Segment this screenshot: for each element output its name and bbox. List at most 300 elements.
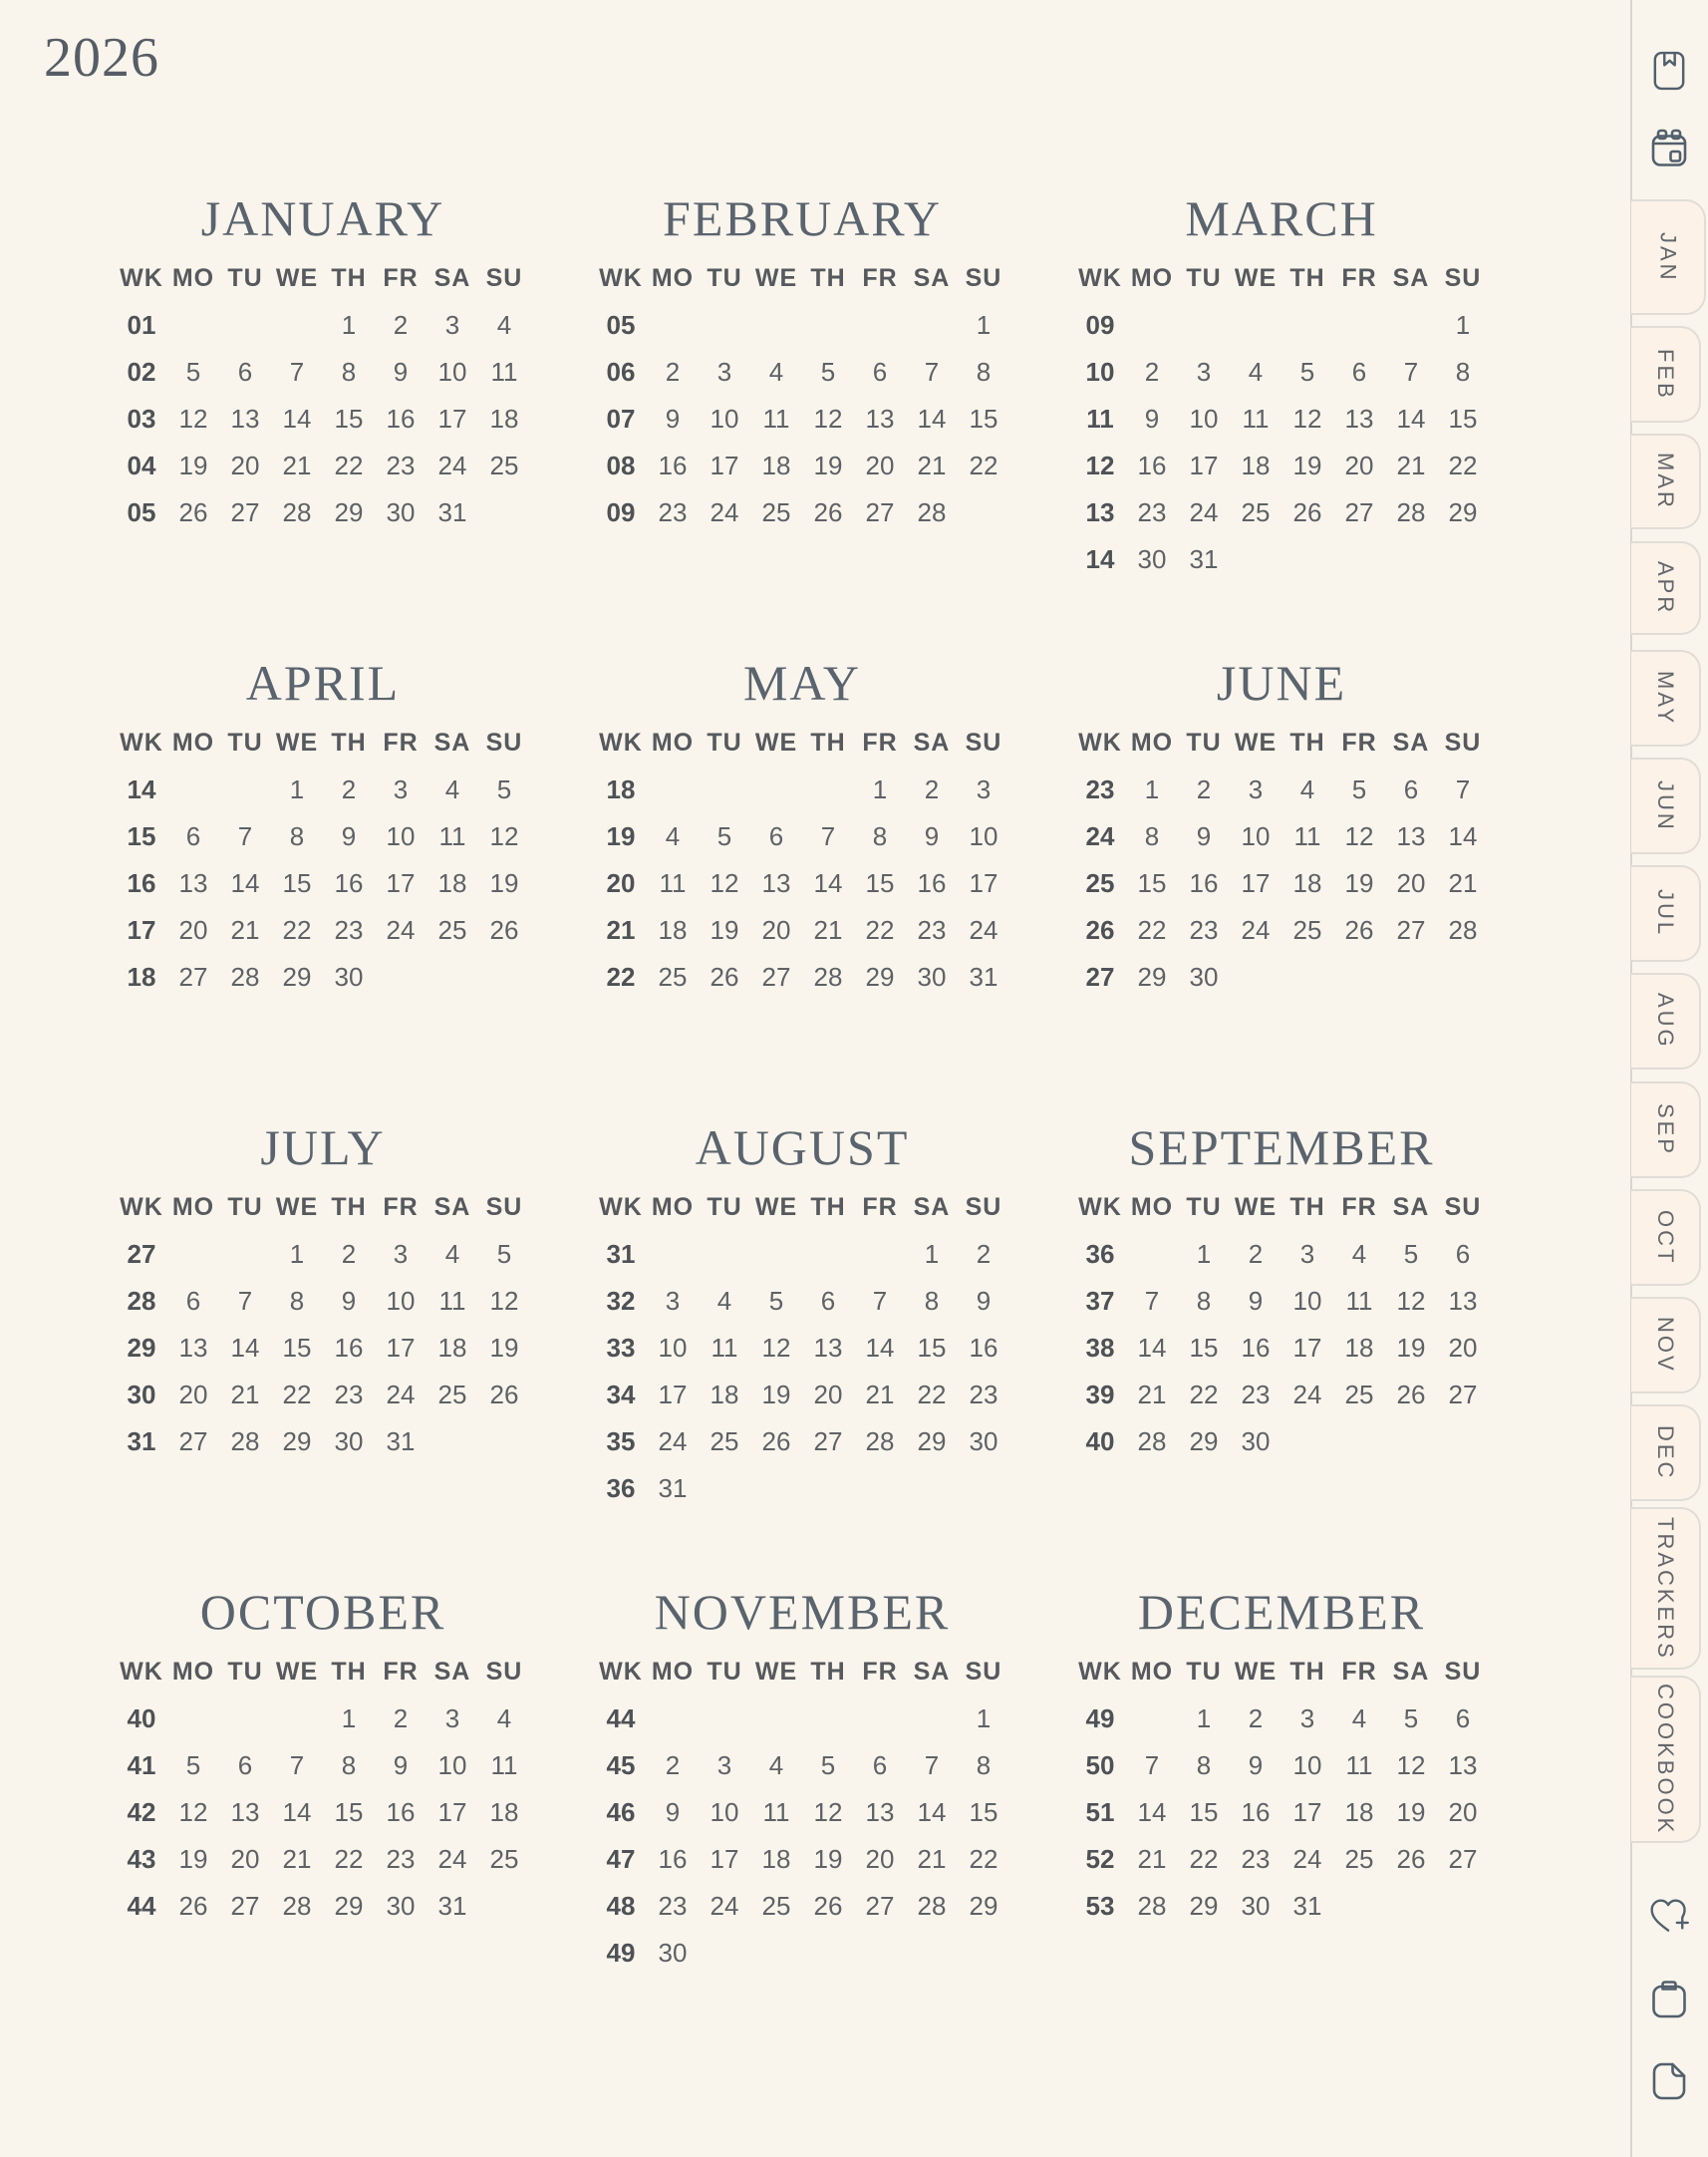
day-cell[interactable]: 27 bbox=[761, 962, 791, 992]
day-cell[interactable]: 6 bbox=[1403, 774, 1419, 804]
day-cell[interactable]: 25 bbox=[761, 1891, 791, 1921]
day-cell[interactable]: 28 bbox=[865, 1426, 895, 1456]
day-cell[interactable]: 16 bbox=[386, 1797, 416, 1827]
day-cell[interactable]: 5 bbox=[716, 821, 732, 851]
clipboard-icon[interactable] bbox=[1648, 1977, 1690, 2022]
day-cell[interactable]: 20 bbox=[178, 1380, 208, 1409]
day-cell[interactable]: 3 bbox=[665, 1286, 681, 1316]
day-cell[interactable]: 5 bbox=[1351, 774, 1367, 804]
day-cell[interactable]: 3 bbox=[976, 774, 992, 804]
day-cell[interactable]: 14 bbox=[917, 1797, 947, 1827]
day-cell[interactable]: 1 bbox=[341, 310, 357, 340]
day-cell[interactable]: 5 bbox=[185, 1750, 201, 1780]
day-cell[interactable]: 13 bbox=[230, 1797, 260, 1827]
day-cell[interactable]: 27 bbox=[178, 962, 208, 992]
day-cell[interactable]: 30 bbox=[334, 1426, 364, 1456]
day-cell[interactable]: 8 bbox=[341, 357, 357, 387]
day-cell[interactable]: 24 bbox=[386, 915, 416, 945]
day-cell[interactable]: 27 bbox=[178, 1426, 208, 1456]
sidebar-tab-feb[interactable] bbox=[1631, 326, 1701, 423]
day-cell[interactable]: 2 bbox=[1248, 1239, 1264, 1269]
day-cell[interactable]: 28 bbox=[230, 1426, 260, 1456]
day-cell[interactable]: 10 bbox=[386, 821, 416, 851]
day-cell[interactable]: 13 bbox=[1448, 1750, 1478, 1780]
day-cell[interactable]: 4 bbox=[665, 821, 681, 851]
day-cell[interactable]: 15 bbox=[1137, 868, 1167, 898]
day-cell[interactable]: 11 bbox=[762, 1797, 790, 1827]
day-cell[interactable]: 22 bbox=[969, 451, 998, 480]
day-cell[interactable]: 25 bbox=[1241, 497, 1271, 527]
day-cell[interactable]: 11 bbox=[438, 821, 466, 851]
day-cell[interactable]: 29 bbox=[1137, 962, 1167, 992]
day-cell[interactable]: 6 bbox=[237, 357, 253, 387]
day-cell[interactable]: 22 bbox=[1448, 451, 1478, 480]
day-cell[interactable]: 11 bbox=[711, 1333, 738, 1363]
day-cell[interactable]: 3 bbox=[444, 1703, 460, 1733]
day-cell[interactable]: 6 bbox=[185, 1286, 201, 1316]
day-cell[interactable]: 6 bbox=[872, 357, 888, 387]
day-cell[interactable]: 16 bbox=[1241, 1333, 1271, 1363]
day-cell[interactable]: 13 bbox=[178, 868, 208, 898]
day-cell[interactable]: 19 bbox=[813, 451, 843, 480]
day-cell[interactable]: 26 bbox=[813, 497, 843, 527]
day-cell[interactable]: 8 bbox=[289, 1286, 305, 1316]
day-cell[interactable]: 25 bbox=[489, 1844, 519, 1874]
day-cell[interactable]: 27 bbox=[230, 1891, 260, 1921]
day-cell[interactable]: 25 bbox=[1292, 915, 1322, 945]
day-cell[interactable]: 14 bbox=[1137, 1333, 1167, 1363]
day-cell[interactable]: 21 bbox=[813, 915, 843, 945]
day-cell[interactable]: 30 bbox=[386, 497, 416, 527]
day-cell[interactable]: 2 bbox=[976, 1239, 992, 1269]
day-cell[interactable]: 20 bbox=[865, 1844, 895, 1874]
day-cell[interactable]: 29 bbox=[969, 1891, 998, 1921]
day-cell[interactable]: 19 bbox=[1292, 451, 1322, 480]
day-cell[interactable]: 10 bbox=[969, 821, 998, 851]
day-cell[interactable]: 19 bbox=[178, 1844, 208, 1874]
day-cell[interactable]: 4 bbox=[1299, 774, 1315, 804]
day-cell[interactable]: 12 bbox=[813, 404, 843, 434]
day-cell[interactable]: 4 bbox=[716, 1286, 732, 1316]
month-title[interactable]: APRIL bbox=[245, 655, 401, 711]
day-cell[interactable]: 23 bbox=[334, 1380, 364, 1409]
day-cell[interactable]: 21 bbox=[917, 451, 947, 480]
day-cell[interactable]: 2 bbox=[1144, 357, 1160, 387]
day-cell[interactable]: 9 bbox=[1248, 1750, 1264, 1780]
day-cell[interactable]: 8 bbox=[341, 1750, 357, 1780]
day-cell[interactable]: 19 bbox=[489, 868, 519, 898]
day-cell[interactable]: 20 bbox=[178, 915, 208, 945]
day-cell[interactable]: 7 bbox=[924, 357, 940, 387]
day-cell[interactable]: 22 bbox=[1189, 1844, 1219, 1874]
day-cell[interactable]: 28 bbox=[1448, 915, 1478, 945]
day-cell[interactable]: 29 bbox=[1189, 1426, 1219, 1456]
day-cell[interactable]: 27 bbox=[1448, 1844, 1478, 1874]
day-cell[interactable]: 9 bbox=[393, 1750, 409, 1780]
day-cell[interactable]: 28 bbox=[1137, 1891, 1167, 1921]
day-cell[interactable]: 18 bbox=[1344, 1333, 1374, 1363]
day-cell[interactable]: 15 bbox=[1189, 1797, 1219, 1827]
day-cell[interactable]: 5 bbox=[496, 1239, 512, 1269]
day-cell[interactable]: 25 bbox=[1344, 1844, 1374, 1874]
day-cell[interactable]: 15 bbox=[969, 404, 998, 434]
day-cell[interactable]: 9 bbox=[341, 1286, 357, 1316]
day-cell[interactable]: 13 bbox=[865, 1797, 895, 1827]
day-cell[interactable]: 31 bbox=[1189, 544, 1219, 574]
day-cell[interactable]: 12 bbox=[178, 1797, 208, 1827]
day-cell[interactable]: 9 bbox=[665, 404, 681, 434]
month-title[interactable]: JANUARY bbox=[200, 190, 445, 246]
day-cell[interactable]: 10 bbox=[1189, 404, 1219, 434]
day-cell[interactable]: 18 bbox=[658, 915, 688, 945]
day-cell[interactable]: 15 bbox=[917, 1333, 947, 1363]
day-cell[interactable]: 14 bbox=[1396, 404, 1426, 434]
day-cell[interactable]: 15 bbox=[969, 1797, 998, 1827]
day-cell[interactable]: 29 bbox=[282, 1426, 312, 1456]
day-cell[interactable]: 26 bbox=[1396, 1380, 1426, 1409]
day-cell[interactable]: 15 bbox=[282, 1333, 312, 1363]
sidebar-tab-aug[interactable] bbox=[1631, 973, 1701, 1070]
day-cell[interactable]: 17 bbox=[386, 868, 416, 898]
day-cell[interactable]: 10 bbox=[710, 1797, 739, 1827]
day-cell[interactable]: 10 bbox=[437, 357, 467, 387]
heart-plus-icon[interactable] bbox=[1648, 1894, 1690, 1940]
day-cell[interactable]: 22 bbox=[282, 1380, 312, 1409]
day-cell[interactable]: 11 bbox=[438, 1286, 466, 1316]
day-cell[interactable]: 28 bbox=[1137, 1426, 1167, 1456]
day-cell[interactable]: 13 bbox=[761, 868, 791, 898]
month-title[interactable]: OCTOBER bbox=[199, 1584, 446, 1640]
day-cell[interactable]: 11 bbox=[1293, 821, 1321, 851]
day-cell[interactable]: 1 bbox=[1196, 1703, 1212, 1733]
day-cell[interactable]: 21 bbox=[865, 1380, 895, 1409]
day-cell[interactable]: 21 bbox=[917, 1844, 947, 1874]
day-cell[interactable]: 27 bbox=[865, 1891, 895, 1921]
day-cell[interactable]: 2 bbox=[1248, 1703, 1264, 1733]
day-cell[interactable]: 10 bbox=[710, 404, 739, 434]
bookmarked-book-icon[interactable] bbox=[1648, 48, 1690, 94]
day-cell[interactable]: 9 bbox=[341, 821, 357, 851]
day-cell[interactable]: 6 bbox=[872, 1750, 888, 1780]
day-cell[interactable]: 12 bbox=[761, 1333, 791, 1363]
day-cell[interactable]: 5 bbox=[1403, 1239, 1419, 1269]
day-cell[interactable]: 17 bbox=[1241, 868, 1271, 898]
day-cell[interactable]: 26 bbox=[1396, 1844, 1426, 1874]
day-cell[interactable]: 29 bbox=[917, 1426, 947, 1456]
day-cell[interactable]: 26 bbox=[761, 1426, 791, 1456]
day-cell[interactable]: 21 bbox=[1448, 868, 1478, 898]
day-cell[interactable]: 2 bbox=[665, 357, 681, 387]
day-cell[interactable]: 17 bbox=[437, 1797, 467, 1827]
day-cell[interactable]: 3 bbox=[1299, 1703, 1315, 1733]
day-cell[interactable]: 16 bbox=[1241, 1797, 1271, 1827]
month-title[interactable]: DECEMBER bbox=[1137, 1584, 1426, 1640]
day-cell[interactable]: 22 bbox=[969, 1844, 998, 1874]
day-cell[interactable]: 9 bbox=[1248, 1286, 1264, 1316]
day-cell[interactable]: 25 bbox=[437, 1380, 467, 1409]
day-cell[interactable]: 3 bbox=[393, 1239, 409, 1269]
day-cell[interactable]: 1 bbox=[976, 310, 992, 340]
day-cell[interactable]: 9 bbox=[665, 1797, 681, 1827]
day-cell[interactable]: 13 bbox=[1448, 1286, 1478, 1316]
day-cell[interactable]: 19 bbox=[489, 1333, 519, 1363]
day-cell[interactable]: 14 bbox=[230, 1333, 260, 1363]
day-cell[interactable]: 25 bbox=[761, 497, 791, 527]
day-cell[interactable]: 27 bbox=[1344, 497, 1374, 527]
day-cell[interactable]: 26 bbox=[813, 1891, 843, 1921]
day-cell[interactable]: 1 bbox=[1144, 774, 1160, 804]
sidebar-tab-nov[interactable] bbox=[1631, 1297, 1701, 1393]
day-cell[interactable]: 14 bbox=[282, 404, 312, 434]
day-cell[interactable]: 19 bbox=[178, 451, 208, 480]
day-cell[interactable]: 28 bbox=[813, 962, 843, 992]
day-cell[interactable]: 22 bbox=[917, 1380, 947, 1409]
day-cell[interactable]: 28 bbox=[282, 1891, 312, 1921]
month-title[interactable]: MAY bbox=[742, 655, 862, 711]
day-cell[interactable]: 8 bbox=[1196, 1286, 1212, 1316]
page-icon[interactable] bbox=[1648, 2058, 1690, 2104]
day-cell[interactable]: 21 bbox=[1137, 1844, 1167, 1874]
day-cell[interactable]: 17 bbox=[437, 404, 467, 434]
day-cell[interactable]: 13 bbox=[178, 1333, 208, 1363]
day-cell[interactable]: 18 bbox=[761, 1844, 791, 1874]
day-cell[interactable]: 12 bbox=[489, 1286, 519, 1316]
day-cell[interactable]: 18 bbox=[489, 1797, 519, 1827]
day-cell[interactable]: 11 bbox=[762, 404, 790, 434]
day-cell[interactable]: 1 bbox=[1196, 1239, 1212, 1269]
day-cell[interactable]: 4 bbox=[768, 1750, 784, 1780]
day-cell[interactable]: 13 bbox=[1396, 821, 1426, 851]
day-cell[interactable]: 4 bbox=[1248, 357, 1264, 387]
day-cell[interactable]: 5 bbox=[820, 357, 836, 387]
day-cell[interactable]: 15 bbox=[334, 1797, 364, 1827]
day-cell[interactable]: 2 bbox=[341, 774, 357, 804]
day-cell[interactable]: 26 bbox=[178, 497, 208, 527]
day-cell[interactable]: 27 bbox=[230, 497, 260, 527]
day-cell[interactable]: 21 bbox=[282, 1844, 312, 1874]
day-cell[interactable]: 12 bbox=[1396, 1286, 1426, 1316]
day-cell[interactable]: 6 bbox=[768, 821, 784, 851]
day-cell[interactable]: 3 bbox=[393, 774, 409, 804]
sidebar-tab-apr[interactable] bbox=[1631, 541, 1701, 635]
day-cell[interactable]: 11 bbox=[1242, 404, 1270, 434]
sidebar-tab-sep[interactable] bbox=[1631, 1081, 1701, 1178]
day-cell[interactable]: 2 bbox=[393, 310, 409, 340]
day-cell[interactable]: 7 bbox=[924, 1750, 940, 1780]
day-cell[interactable]: 2 bbox=[665, 1750, 681, 1780]
day-cell[interactable]: 9 bbox=[924, 821, 940, 851]
day-cell[interactable]: 16 bbox=[917, 868, 947, 898]
day-cell[interactable]: 17 bbox=[1292, 1797, 1322, 1827]
day-cell[interactable]: 2 bbox=[924, 774, 940, 804]
day-cell[interactable]: 9 bbox=[976, 1286, 992, 1316]
day-cell[interactable]: 15 bbox=[282, 868, 312, 898]
day-cell[interactable]: 14 bbox=[282, 1797, 312, 1827]
day-cell[interactable]: 16 bbox=[658, 451, 688, 480]
day-cell[interactable]: 10 bbox=[437, 1750, 467, 1780]
day-cell[interactable]: 21 bbox=[1396, 451, 1426, 480]
day-cell[interactable]: 16 bbox=[1189, 868, 1219, 898]
day-cell[interactable]: 30 bbox=[1189, 962, 1219, 992]
day-cell[interactable]: 18 bbox=[1292, 868, 1322, 898]
day-cell[interactable]: 30 bbox=[386, 1891, 416, 1921]
day-cell[interactable]: 24 bbox=[1241, 915, 1271, 945]
day-cell[interactable]: 6 bbox=[820, 1286, 836, 1316]
day-cell[interactable]: 12 bbox=[1344, 821, 1374, 851]
month-title[interactable]: AUGUST bbox=[695, 1119, 910, 1175]
day-cell[interactable]: 23 bbox=[658, 1891, 688, 1921]
day-cell[interactable]: 16 bbox=[658, 1844, 688, 1874]
day-cell[interactable]: 14 bbox=[1448, 821, 1478, 851]
day-cell[interactable]: 17 bbox=[1292, 1333, 1322, 1363]
day-cell[interactable]: 31 bbox=[437, 1891, 467, 1921]
day-cell[interactable]: 7 bbox=[289, 1750, 305, 1780]
day-cell[interactable]: 25 bbox=[658, 962, 688, 992]
day-cell[interactable]: 28 bbox=[230, 962, 260, 992]
day-cell[interactable]: 19 bbox=[813, 1844, 843, 1874]
day-cell[interactable]: 10 bbox=[386, 1286, 416, 1316]
day-cell[interactable]: 4 bbox=[768, 357, 784, 387]
day-cell[interactable]: 12 bbox=[1396, 1750, 1426, 1780]
day-cell[interactable]: 29 bbox=[1189, 1891, 1219, 1921]
day-cell[interactable]: 29 bbox=[334, 497, 364, 527]
day-cell[interactable]: 3 bbox=[1248, 774, 1264, 804]
day-cell[interactable]: 30 bbox=[1241, 1891, 1271, 1921]
month-title[interactable]: JULY bbox=[260, 1119, 386, 1175]
day-cell[interactable]: 17 bbox=[710, 451, 739, 480]
day-cell[interactable]: 14 bbox=[917, 404, 947, 434]
day-cell[interactable]: 26 bbox=[1344, 915, 1374, 945]
day-cell[interactable]: 12 bbox=[489, 821, 519, 851]
day-cell[interactable]: 5 bbox=[1403, 1703, 1419, 1733]
day-cell[interactable]: 1 bbox=[976, 1703, 992, 1733]
day-cell[interactable]: 13 bbox=[230, 404, 260, 434]
day-cell[interactable]: 11 bbox=[490, 1750, 518, 1780]
sidebar-tab-cookbook[interactable] bbox=[1631, 1676, 1701, 1843]
day-cell[interactable]: 2 bbox=[393, 1703, 409, 1733]
day-cell[interactable]: 1 bbox=[924, 1239, 940, 1269]
day-cell[interactable]: 24 bbox=[1292, 1380, 1322, 1409]
day-cell[interactable]: 17 bbox=[710, 1844, 739, 1874]
day-cell[interactable]: 26 bbox=[710, 962, 739, 992]
day-cell[interactable]: 14 bbox=[865, 1333, 895, 1363]
day-cell[interactable]: 18 bbox=[1241, 451, 1271, 480]
day-cell[interactable]: 9 bbox=[1144, 404, 1160, 434]
day-cell[interactable]: 20 bbox=[865, 451, 895, 480]
day-cell[interactable]: 7 bbox=[872, 1286, 888, 1316]
day-cell[interactable]: 20 bbox=[1448, 1333, 1478, 1363]
day-cell[interactable]: 23 bbox=[1241, 1844, 1271, 1874]
sidebar-tab-jan[interactable] bbox=[1631, 199, 1706, 315]
day-cell[interactable]: 13 bbox=[1344, 404, 1374, 434]
day-cell[interactable]: 23 bbox=[334, 915, 364, 945]
day-cell[interactable]: 1 bbox=[1455, 310, 1471, 340]
day-cell[interactable]: 30 bbox=[917, 962, 947, 992]
day-cell[interactable]: 3 bbox=[1196, 357, 1212, 387]
day-cell[interactable]: 3 bbox=[1299, 1239, 1315, 1269]
day-cell[interactable]: 23 bbox=[969, 1380, 998, 1409]
day-cell[interactable]: 16 bbox=[334, 868, 364, 898]
sidebar-tab-may[interactable] bbox=[1631, 650, 1701, 747]
day-cell[interactable]: 12 bbox=[1292, 404, 1322, 434]
day-cell[interactable]: 10 bbox=[1292, 1750, 1322, 1780]
day-cell[interactable]: 10 bbox=[1241, 821, 1271, 851]
day-cell[interactable]: 7 bbox=[1144, 1286, 1160, 1316]
day-cell[interactable]: 19 bbox=[1396, 1333, 1426, 1363]
month-title[interactable]: JUNE bbox=[1216, 655, 1347, 711]
month-title[interactable]: SEPTEMBER bbox=[1128, 1119, 1435, 1175]
day-cell[interactable]: 17 bbox=[969, 868, 998, 898]
day-cell[interactable]: 9 bbox=[1196, 821, 1212, 851]
day-cell[interactable]: 21 bbox=[1137, 1380, 1167, 1409]
day-cell[interactable]: 7 bbox=[289, 357, 305, 387]
day-cell[interactable]: 11 bbox=[1345, 1286, 1373, 1316]
day-cell[interactable]: 15 bbox=[1189, 1333, 1219, 1363]
day-cell[interactable]: 20 bbox=[1448, 1797, 1478, 1827]
day-cell[interactable]: 1 bbox=[289, 1239, 305, 1269]
day-cell[interactable]: 28 bbox=[917, 497, 947, 527]
day-cell[interactable]: 24 bbox=[658, 1426, 688, 1456]
day-cell[interactable]: 28 bbox=[917, 1891, 947, 1921]
day-cell[interactable]: 25 bbox=[489, 451, 519, 480]
day-cell[interactable]: 8 bbox=[1196, 1750, 1212, 1780]
day-cell[interactable]: 22 bbox=[865, 915, 895, 945]
day-cell[interactable]: 23 bbox=[1241, 1380, 1271, 1409]
day-cell[interactable]: 10 bbox=[658, 1333, 688, 1363]
day-cell[interactable]: 6 bbox=[1455, 1239, 1471, 1269]
day-cell[interactable]: 5 bbox=[820, 1750, 836, 1780]
day-cell[interactable]: 29 bbox=[282, 962, 312, 992]
day-cell[interactable]: 28 bbox=[1396, 497, 1426, 527]
day-cell[interactable]: 14 bbox=[230, 868, 260, 898]
day-cell[interactable]: 11 bbox=[1345, 1750, 1373, 1780]
day-cell[interactable]: 5 bbox=[496, 774, 512, 804]
day-cell[interactable]: 19 bbox=[710, 915, 739, 945]
day-cell[interactable]: 16 bbox=[334, 1333, 364, 1363]
day-cell[interactable]: 8 bbox=[976, 357, 992, 387]
day-cell[interactable]: 29 bbox=[865, 962, 895, 992]
day-cell[interactable]: 26 bbox=[178, 1891, 208, 1921]
sidebar-tab-jun[interactable] bbox=[1631, 758, 1701, 854]
day-cell[interactable]: 20 bbox=[1396, 868, 1426, 898]
day-cell[interactable]: 6 bbox=[1455, 1703, 1471, 1733]
day-cell[interactable]: 23 bbox=[386, 451, 416, 480]
day-cell[interactable]: 12 bbox=[813, 1797, 843, 1827]
day-cell[interactable]: 18 bbox=[437, 868, 467, 898]
day-cell[interactable]: 23 bbox=[386, 1844, 416, 1874]
day-cell[interactable]: 18 bbox=[710, 1380, 739, 1409]
day-cell[interactable]: 18 bbox=[437, 1333, 467, 1363]
day-cell[interactable]: 22 bbox=[334, 1844, 364, 1874]
day-cell[interactable]: 4 bbox=[444, 1239, 460, 1269]
day-cell[interactable]: 15 bbox=[865, 868, 895, 898]
day-cell[interactable]: 4 bbox=[496, 1703, 512, 1733]
day-cell[interactable]: 30 bbox=[658, 1938, 688, 1968]
day-cell[interactable]: 27 bbox=[865, 497, 895, 527]
day-cell[interactable]: 30 bbox=[969, 1426, 998, 1456]
day-cell[interactable]: 20 bbox=[813, 1380, 843, 1409]
day-cell[interactable]: 10 bbox=[1292, 1286, 1322, 1316]
day-cell[interactable]: 6 bbox=[185, 821, 201, 851]
day-cell[interactable]: 7 bbox=[1455, 774, 1471, 804]
day-cell[interactable]: 16 bbox=[969, 1333, 998, 1363]
day-cell[interactable]: 22 bbox=[1189, 1380, 1219, 1409]
day-cell[interactable]: 3 bbox=[444, 310, 460, 340]
day-cell[interactable]: 8 bbox=[1455, 357, 1471, 387]
day-cell[interactable]: 29 bbox=[334, 1891, 364, 1921]
day-cell[interactable]: 21 bbox=[230, 1380, 260, 1409]
day-cell[interactable]: 18 bbox=[761, 451, 791, 480]
